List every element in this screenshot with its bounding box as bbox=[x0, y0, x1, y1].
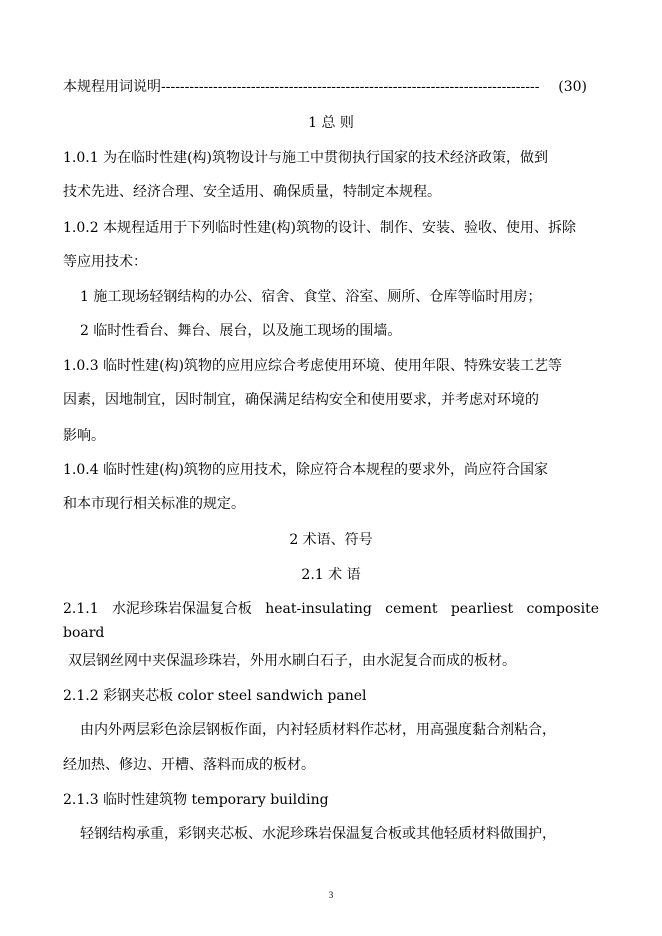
list-item-1: 1 施工现场轻钢结构的办公、宿舍、食堂、浴室、厕所、仓库等临时用房； bbox=[80, 289, 542, 305]
clause-1-0-2-line-2: 等应用技术： bbox=[63, 254, 147, 270]
term-chinese: 水泥珍珠岩保温复合板 bbox=[111, 601, 252, 617]
term-number: 2.1.1 bbox=[63, 601, 99, 617]
term-2-1-1-heading-cont: board bbox=[63, 625, 105, 641]
term-2-1-3-heading: 2.1.3 临时性建筑物 temporary building bbox=[63, 792, 329, 808]
term-2-1-2-definition-line-2: 经加热、修边、开槽、落料而成的板材。 bbox=[63, 757, 315, 773]
page-number: 3 bbox=[328, 890, 334, 900]
clause-1-0-3-line-1: 1.0.3 临时性建(构)筑物的应用应综合考虑使用环境、使用年限、特殊安装工艺等 bbox=[63, 358, 562, 374]
toc-page: (30) bbox=[558, 79, 587, 95]
term-english-word: cement bbox=[385, 601, 438, 617]
term-english-word: heat-insulating bbox=[265, 601, 372, 617]
clause-1-0-4-line-1: 1.0.4 临时性建(构)筑物的应用技术，除应符合本规程的要求外，尚应符合国家 bbox=[63, 462, 548, 478]
section-2-1-title: 2.1 术 语 bbox=[301, 567, 361, 583]
toc-label: 本规程用词说明 bbox=[63, 79, 161, 95]
clause-1-0-4-line-2: 和本市现行相关标准的规定。 bbox=[63, 496, 245, 512]
clause-1-0-1-line-1: 1.0.1 为在临时性建(构)筑物设计与施工中贯彻执行国家的技术经济政策，做到 bbox=[63, 150, 548, 166]
term-2-1-2-definition-line-1: 由内外两层彩色涂层钢板作面，内衬轻质材料作芯材，用高强度黏合剂粘合， bbox=[80, 722, 556, 738]
term-english-word: composite bbox=[526, 601, 599, 617]
clause-1-0-3-line-3: 影响。 bbox=[63, 428, 105, 444]
clause-1-0-1-line-2: 技术先进、经济合理、安全适用、确保质量，特制定本规程。 bbox=[63, 184, 441, 200]
toc-leader: -------------------------------------------------------------------------------- bbox=[161, 79, 540, 95]
term-2-1-1-heading bbox=[63, 599, 599, 619]
term-english-word: pearliest bbox=[450, 601, 514, 617]
chapter-1-title: 1 总 则 bbox=[308, 115, 354, 131]
clause-1-0-2-line-1: 1.0.2 本规程适用于下列临时性建(构)筑物的设计、制作、安装、验收、使用、拆除 bbox=[63, 220, 576, 236]
term-2-1-1-definition: 双层钢丝网中夹保温珍珠岩，外用水刷白石子，由水泥复合而成的板材。 bbox=[68, 653, 516, 669]
list-item-2: 2 临时性看台、舞台、展台，以及施工现场的围墙。 bbox=[80, 323, 402, 339]
term-2-1-3-definition: 轻钢结构承重，彩钢夹芯板、水泥珍珠岩保温复合板或其他轻质材料做围护， bbox=[80, 826, 556, 842]
term-2-1-2-heading: 2.1.2 彩钢夹芯板 color steel sandwich panel bbox=[63, 688, 367, 704]
toc-entry bbox=[63, 77, 587, 97]
clause-1-0-3-line-2: 因素，因地制宜，因时制宜，确保满足结构安全和使用要求，并考虑对环境的 bbox=[63, 392, 539, 408]
chapter-2-title: 2 术语、符号 bbox=[289, 532, 373, 548]
